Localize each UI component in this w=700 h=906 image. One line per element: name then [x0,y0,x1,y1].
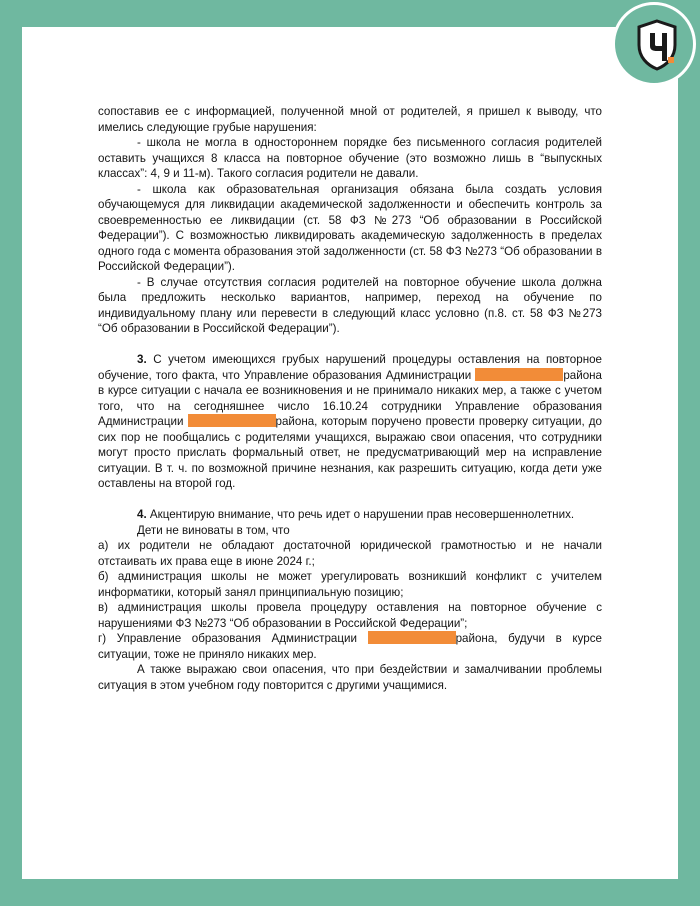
paragraph-number: 3. [137,353,147,366]
list-item: г) Управление образования Администрации района, будучи в курсе ситуации, тоже не приняло никаких мер. [98,632,602,661]
list-item: а) их родители не обладают достаточной юридической грамотностью и не начали отстаивать их права еще в июне 2024 г.; [98,539,602,568]
redaction-block [368,631,456,644]
violation-item: - школа как образовательная организация обязана была создать условия обучающемуся для ликвидации академической задолженности и обеспечить контроль за своевременностью ее ликвидации (ст. 58 ФЗ №273 “Об образовании в Российской Федерации”). С возможностью ликвидировать академическую задолженность в пределах одного года с момента образования этой задолженности (ст. 58 ФЗ №273 “Об образовании в Российской Федерации”). [98,182,602,273]
paragraph: Дети не виноваты в том, что [137,523,290,537]
violation-item: - В случае отсутствия согласия родителей на повторное обучение школа должна была предложить несколько вариантов, например, переход на обучение по индивидуальному плану или перевести в следующий класс условно (п.8. ст. 58 ФЗ №273 “Об образовании в Российской Федерации”). [98,275,602,335]
letter-body [98,104,602,693]
paragraph-3: 3. С учетом имеющихся грубых нарушений процедуры оставления на повторное обучение, того факта, что Управление образования Администрации района в курсе ситуации с начала ее возникновения и не принимало никаких мер, а также с учетом того, что на сегодняшнее число 16.10.24 сотрудники Управление образования Администрации района, которым поручено провести проверку ситуации, до сих пор не пообщались с родителями учащихся, выражаю свои опасения, что сотрудники могут просто прислать формальный ответ, не предусматривающий мер на исправление ситуации. В т. ч. по возможной причине незнания, как разрешить ситуацию, когда дети уже оставлены на второй год. [98,353,603,490]
violation-item: - школа не могла в одностороннем порядке без письменного согласия родителей оставить учащихся 8 класса на повторное обучение (это возможно лишь в “выпускных классах”: 4, 9 и 11-м). Такого согласия родители не давали. [98,136,602,180]
redaction-block [188,414,276,427]
paragraph-number: 4. [137,508,147,521]
shield-logo-icon [635,19,679,71]
paragraph: сопоставив ее с информацией, полученной мной от родителей, я пришел к выводу, что имелись следующие грубые нарушения: [98,105,602,134]
paragraph: А также выражаю свои опасения, что при бездействии и замалчивании проблемы ситуация в этом учебном году повторится с другими учащимися. [98,663,602,692]
redaction-block [475,368,563,381]
list-item: в) администрация школы провела процедуру оставления на повторное обучение с нарушениями ФЗ №273 “Об образовании в Российской Федерации”; [98,601,602,630]
paragraph-4: 4. Акцентирую внимание, что речь идет о нарушении прав несовершеннолетних. [137,508,575,521]
list-item: б) администрация школы не может урегулировать возникший конфликт с учителем информатики, который занял принципиальную позицию; [98,570,602,599]
brand-logo[interactable] [612,2,696,86]
